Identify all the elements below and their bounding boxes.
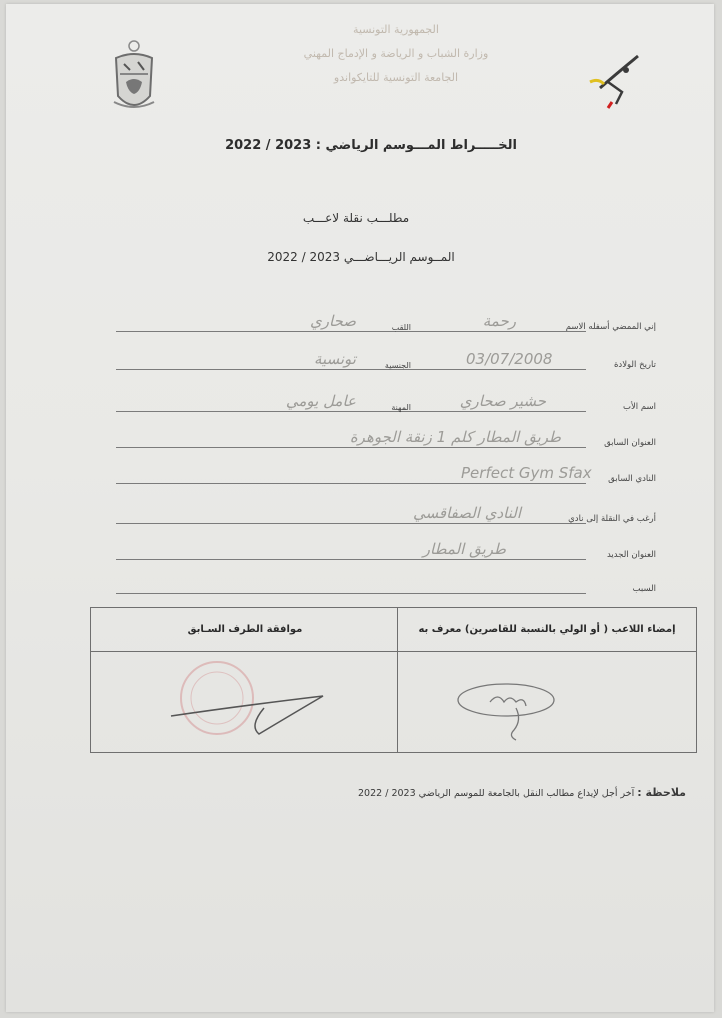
field-old-address bbox=[116, 428, 656, 450]
field-line bbox=[116, 447, 586, 448]
signature-table bbox=[90, 607, 697, 753]
stamp-signature-icon bbox=[169, 656, 329, 746]
table-divider-vertical bbox=[397, 608, 398, 752]
header-player-signature: إمضاء اللاعب ( أو الولي بالنسبة للقاصرين) معرف به bbox=[418, 624, 676, 635]
field-birthdate bbox=[116, 350, 656, 372]
header-line-republic: الجمهورية التونسية bbox=[353, 23, 439, 36]
field-label: تاريخ الولادة bbox=[613, 360, 656, 370]
field-line bbox=[116, 593, 586, 594]
request-title: مطلـــب نقلة لاعـــب bbox=[302, 211, 410, 225]
field-label: العنوان السابق bbox=[604, 438, 656, 448]
field-mid-label: اللقب bbox=[391, 323, 411, 332]
field-value-first-name: رحمة bbox=[482, 312, 516, 330]
field-value-new-club: النادي الصفاقسي bbox=[413, 504, 521, 522]
field-label: اسم الأب bbox=[622, 402, 656, 412]
field-label: إني الممضي أسفله الاسم bbox=[565, 322, 656, 332]
field-old-club bbox=[116, 464, 656, 486]
header-line-ministry: وزارة الشباب و الرياضة و الإدماج المهني bbox=[303, 47, 489, 60]
note-text: آخر أجل لإيداع مطالب النقل بالجامعة للموسم الرياضي 2023 / 2022 bbox=[358, 788, 635, 799]
field-new-club bbox=[116, 504, 656, 526]
field-value-nationality: تونسية bbox=[313, 350, 356, 368]
field-value-profession: عامل يومي bbox=[285, 392, 356, 410]
note-label: ملاحظة : bbox=[637, 786, 686, 799]
field-label: السبب bbox=[632, 584, 656, 594]
header-line-federation: الجامعة التونسية للتايكواندو bbox=[333, 71, 459, 84]
field-line bbox=[116, 523, 586, 524]
field-value-new-address: طريق المطار bbox=[422, 540, 506, 558]
field-reason bbox=[116, 574, 656, 596]
season-title: المــوسم الريـــاضـــي 2023 / 2022 bbox=[267, 250, 455, 264]
field-line bbox=[116, 411, 586, 412]
field-line bbox=[116, 483, 586, 484]
field-line bbox=[116, 331, 586, 332]
field-line bbox=[116, 559, 586, 560]
field-name bbox=[116, 312, 656, 334]
field-label: النادي السابق bbox=[608, 474, 656, 484]
field-value-old-club: Perfect Gym Sfax bbox=[461, 464, 592, 482]
document-main-title: الخـــــراط المـــوسم الرياضي : 2023 / 2022 bbox=[225, 138, 517, 153]
field-new-address bbox=[116, 540, 656, 562]
header-text-block bbox=[266, 18, 526, 90]
table-divider-horizontal bbox=[91, 651, 696, 652]
document-page bbox=[6, 4, 714, 1012]
field-father bbox=[116, 392, 656, 414]
player-signature-icon bbox=[456, 678, 566, 742]
field-mid-label: الجنسية bbox=[384, 361, 411, 370]
field-label: العنوان الجديد bbox=[606, 550, 656, 560]
field-line bbox=[116, 369, 586, 370]
header-previous-party-approval: موافقة الطرف السـابق bbox=[187, 624, 303, 635]
field-label: أرغب في النقلة إلى نادي bbox=[568, 514, 656, 524]
federation-logo-icon bbox=[582, 48, 652, 118]
field-value-birthdate: 03/07/2008 bbox=[466, 350, 553, 368]
note-line bbox=[306, 786, 686, 799]
tunisia-coat-of-arms-icon bbox=[110, 38, 158, 118]
field-value-last-name: صحاري bbox=[310, 312, 356, 330]
field-value-father-name: حشير صحاري bbox=[459, 392, 546, 410]
field-mid-label: المهنة bbox=[391, 403, 411, 412]
field-value-old-address: طريق المطار كلم 1 زنقة الجوهرة bbox=[349, 428, 561, 446]
